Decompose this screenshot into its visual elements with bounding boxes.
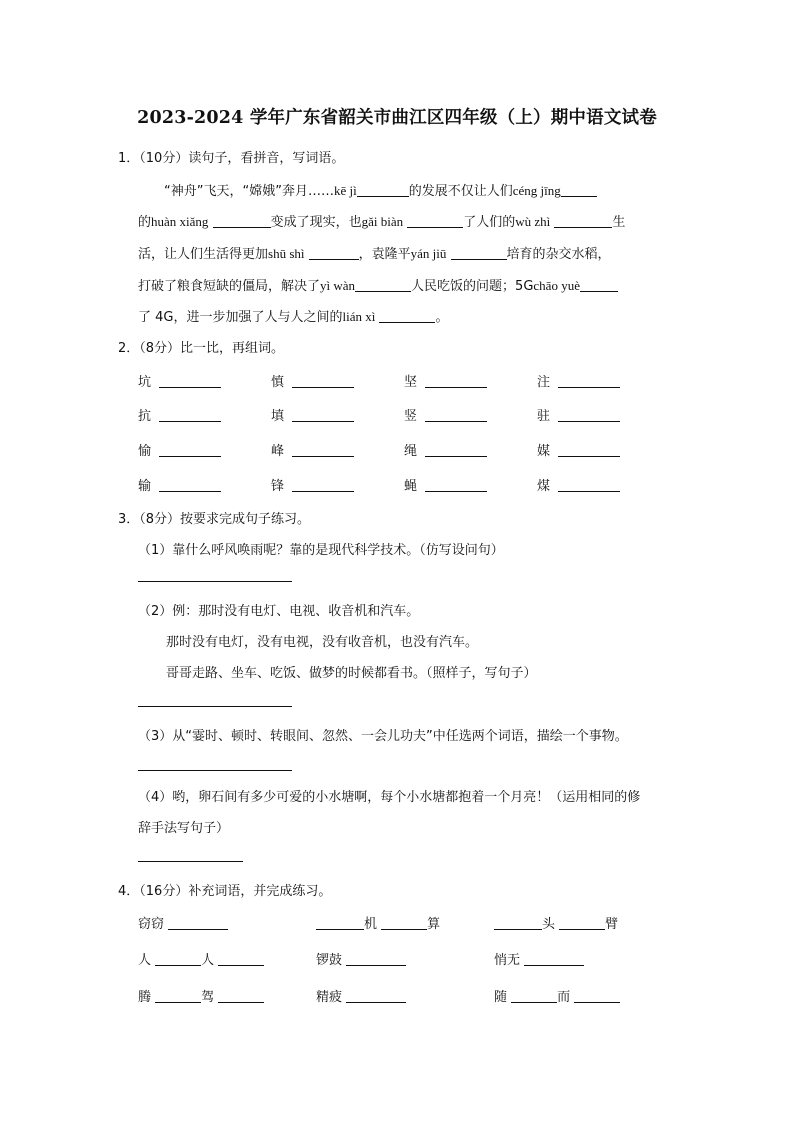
pinyin-shushi: shū shì bbox=[268, 246, 305, 261]
blank[interactable] bbox=[425, 408, 487, 422]
idiom-cell: 腾 驾 bbox=[138, 986, 264, 1005]
blank[interactable] bbox=[451, 246, 507, 260]
blank[interactable] bbox=[159, 478, 221, 492]
blank[interactable] bbox=[425, 374, 487, 388]
blank[interactable] bbox=[292, 408, 354, 422]
char-cell: 蝇 bbox=[404, 475, 487, 494]
blank[interactable] bbox=[155, 989, 201, 1003]
blank[interactable] bbox=[511, 989, 557, 1003]
question-3-header: 3．（8分）按要求完成句子练习。 bbox=[118, 512, 311, 527]
blank[interactable] bbox=[159, 443, 221, 457]
char-cell: 锋 bbox=[271, 475, 354, 494]
char-cell: 坑 bbox=[138, 371, 221, 390]
blank[interactable] bbox=[559, 916, 605, 930]
char-cell: 驻 bbox=[537, 405, 620, 424]
idiom-cell: 随 而 bbox=[494, 986, 620, 1005]
blank[interactable] bbox=[554, 214, 612, 228]
blank[interactable] bbox=[346, 952, 406, 966]
blank[interactable] bbox=[425, 443, 487, 457]
char-cell: 绳 bbox=[404, 440, 487, 459]
blank[interactable] bbox=[558, 408, 620, 422]
blank[interactable] bbox=[355, 278, 411, 292]
q3-sentence-4b: 辞手法写句子） bbox=[138, 821, 230, 836]
q1-line-4: 打破了粮食短缺的僵局，解决了yì wàn 人民吃饭的问题；5Gchāo yuè bbox=[138, 275, 618, 294]
blank[interactable] bbox=[155, 952, 201, 966]
pinyin-cengjing: céng jīng bbox=[512, 183, 561, 198]
idiom-cell: 头 臂 bbox=[494, 913, 618, 932]
blank[interactable] bbox=[218, 989, 264, 1003]
blank[interactable] bbox=[213, 214, 271, 228]
blank[interactable] bbox=[524, 952, 584, 966]
blank[interactable] bbox=[381, 916, 427, 930]
pinyin-huanxiang: huàn xiǎng bbox=[151, 214, 209, 229]
q1-line-3: 活，让人们生活得更加shū shì ，袁隆平yán jiū 培育的杂交水稻， bbox=[138, 246, 611, 262]
pinyin-yanjiu: yán jiū bbox=[410, 246, 447, 261]
char-cell: 媒 bbox=[537, 440, 620, 459]
char-cell: 愉 bbox=[138, 440, 221, 459]
question-2-header: 2．（8分）比一比，再组词。 bbox=[118, 341, 285, 356]
char-cell: 竖 bbox=[404, 405, 487, 424]
char-cell: 煤 bbox=[537, 475, 620, 494]
char-cell: 填 bbox=[271, 405, 354, 424]
pinyin-keji: kē jì bbox=[333, 183, 357, 198]
q3-sentence-1: （1）靠什么呼风唤雨呢？靠的是现代科学技术。（仿写设问句） bbox=[138, 543, 504, 558]
blank[interactable] bbox=[558, 374, 620, 388]
idiom-cell: 机 算 bbox=[316, 913, 440, 932]
page-title: 2023-2024 学年广东省韶关市曲江区四年级（上）期中语文试卷 bbox=[137, 108, 657, 128]
idiom-cell: 窃窃 bbox=[138, 913, 228, 932]
q1-line-2: 的huàn xiǎng 变成了现实，也gǎi biàn 了人们的wù zhì 生 bbox=[138, 214, 626, 230]
answer-line[interactable] bbox=[138, 580, 292, 582]
question-4-header: 4．（16分）补充词语，并完成练习。 bbox=[118, 884, 332, 899]
pinyin-lianxi: lián xì bbox=[342, 309, 376, 324]
blank[interactable] bbox=[292, 478, 354, 492]
blank[interactable] bbox=[379, 309, 435, 323]
q1-line-1: “神舟”飞天，“嫦娥”奔月……kē jì 的发展不仅让人们céng jīng bbox=[164, 180, 597, 199]
blank[interactable] bbox=[309, 246, 359, 260]
q3-sentence-4a: （4）哟，卵石间有多少可爱的小水塘啊，每个小水塘都抱着一个月亮！（运用相同的修 bbox=[138, 790, 641, 805]
blank[interactable] bbox=[558, 443, 620, 457]
char-cell: 坚 bbox=[404, 371, 487, 390]
char-cell: 输 bbox=[138, 475, 221, 494]
pinyin-gaibian: gǎi biàn bbox=[361, 214, 404, 229]
blank[interactable] bbox=[561, 183, 597, 197]
blank[interactable] bbox=[425, 478, 487, 492]
answer-line[interactable] bbox=[138, 769, 292, 771]
q3-sentence-3: （3）从“霎时、顿时、转眼间、忽然、一会儿功夫”中任选两个词语，描绘一个事物。 bbox=[138, 729, 628, 744]
blank[interactable] bbox=[292, 374, 354, 388]
idiom-cell: 锣鼓 bbox=[316, 949, 406, 968]
answer-line[interactable] bbox=[138, 860, 243, 862]
blank[interactable] bbox=[558, 478, 620, 492]
char-cell: 抗 bbox=[138, 405, 221, 424]
idiom-cell: 人 人 bbox=[138, 949, 264, 968]
blank[interactable] bbox=[159, 374, 221, 388]
idiom-cell: 悄无 bbox=[494, 949, 584, 968]
pinyin-yiwan: yì wàn bbox=[320, 278, 356, 293]
q3-task: 哥哥走路、坐车、吃饭、做梦的时候都看书。（照样子，写句子） bbox=[166, 666, 537, 681]
q3-example: 那时没有电灯，没有电视，没有收音机，也没有汽车。 bbox=[166, 635, 479, 650]
q1-line-5: 了 4G，进一步加强了人与人之间的lián xì 。 bbox=[138, 309, 449, 325]
blank[interactable] bbox=[580, 278, 618, 292]
blank[interactable] bbox=[346, 989, 406, 1003]
blank[interactable] bbox=[407, 214, 463, 228]
char-cell: 注 bbox=[537, 371, 620, 390]
pinyin-chaoyue: chāo yuè bbox=[533, 278, 580, 293]
idiom-cell: 精疲 bbox=[316, 986, 406, 1005]
char-cell: 慎 bbox=[271, 371, 354, 390]
blank[interactable] bbox=[316, 916, 364, 930]
question-1-header: 1．（10分）读句子，看拼音，写词语。 bbox=[118, 151, 345, 166]
blank[interactable] bbox=[357, 183, 409, 197]
char-cell: 峰 bbox=[271, 440, 354, 459]
pinyin-wuzhi: wù zhì bbox=[515, 214, 551, 229]
blank[interactable] bbox=[159, 408, 221, 422]
answer-line[interactable] bbox=[138, 705, 292, 707]
blank[interactable] bbox=[218, 952, 264, 966]
blank[interactable] bbox=[292, 443, 354, 457]
q3-sentence-2: （2）例：那时没有电灯、电视、收音机和汽车。 bbox=[138, 604, 420, 619]
blank[interactable] bbox=[574, 989, 620, 1003]
blank[interactable] bbox=[494, 916, 542, 930]
blank[interactable] bbox=[168, 916, 228, 930]
